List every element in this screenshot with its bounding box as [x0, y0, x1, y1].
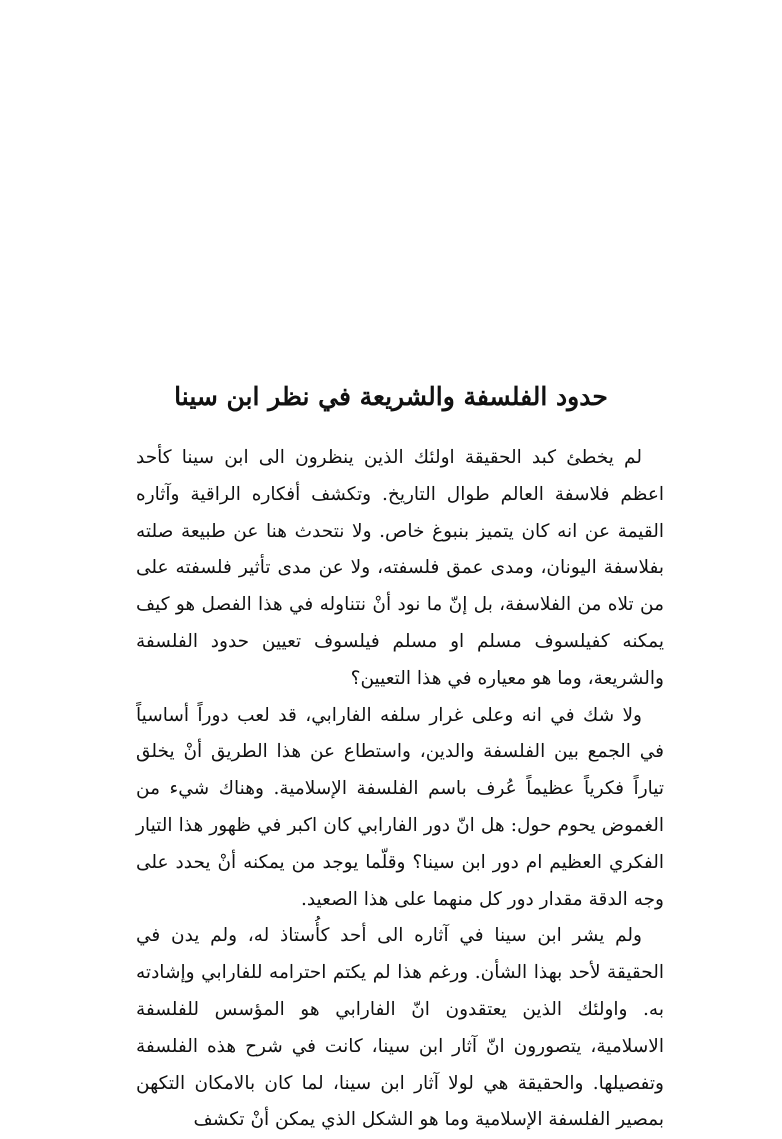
- chapter-title: حدود الفلسفة والشريعة في نظر ابن سينا: [174, 382, 608, 411]
- body-text: [136, 440, 664, 1139]
- paragraph-2: ولا شك في انه وعلى غرار سلفه الفارابي، قد لعب دوراً أساسياً في الجمع بين الفلسفة والدين، واستطاع عن هذا الطريق أنْ يخلق تياراً فكرياً عظيماً عُرف باسم الفلسفة الإسلامية. وهناك شيء من الغموض يحوم حول: هل انّ دور الفارابي كان اكبر في ظهور هذا التيار الفكري العظيم ام دور ابن سينا؟ وقلّما يوجد من يمكنه أنْ يحدد على وجه الدقة مقدار دور كل منهما على هذا الصعيد.: [136, 704, 664, 910]
- paragraph-1: لم يخطئ كبد الحقيقة اولئك الذين ينظرون الى ابن سينا كأحد اعظم فلاسفة العالم طوال التاريخ. وتكشف أفكاره الراقية وآثاره القيمة عن انه كان يتميز بنبوغ خاص. ولا نتحدث هنا عن طبيعة صلته بفلاسفة اليونان، ومدى عمق فلسفته، ولا عن مدى تأثير فلسفته على من تلاه من الفلاسفة، بل إنّ ما نود أنْ نتناوله في هذا الفصل هو كيف يمكنه كفيلسوف مسلم او مسلم فيلسوف تعيين حدود الفلسفة والشريعة، وما هو معياره في هذا التعيين؟: [136, 447, 664, 689]
- paragraph-3: ولم يشر ابن سينا في آثاره الى أحد كأُستاذ له، ولم يدن في الحقيقة لأحد بهذا الشأن. ورغم هذا لم يكتم احترامه للفارابي وإشادته به. واولئك الذين يعتقدون انّ الفارابي هو المؤسس للفلسفة الاسلامية، يتصورون انّ آثار ابن سينا، كانت في شرح هذه الفلسفة وتفصيلها. والحقيقة هي لولا آثار ابن سينا، لما كان بالامكان التكهن بمصير الفلسفة الإسلامية وما هو الشكل الذي يمكن أنْ تكشف: [136, 925, 664, 1131]
